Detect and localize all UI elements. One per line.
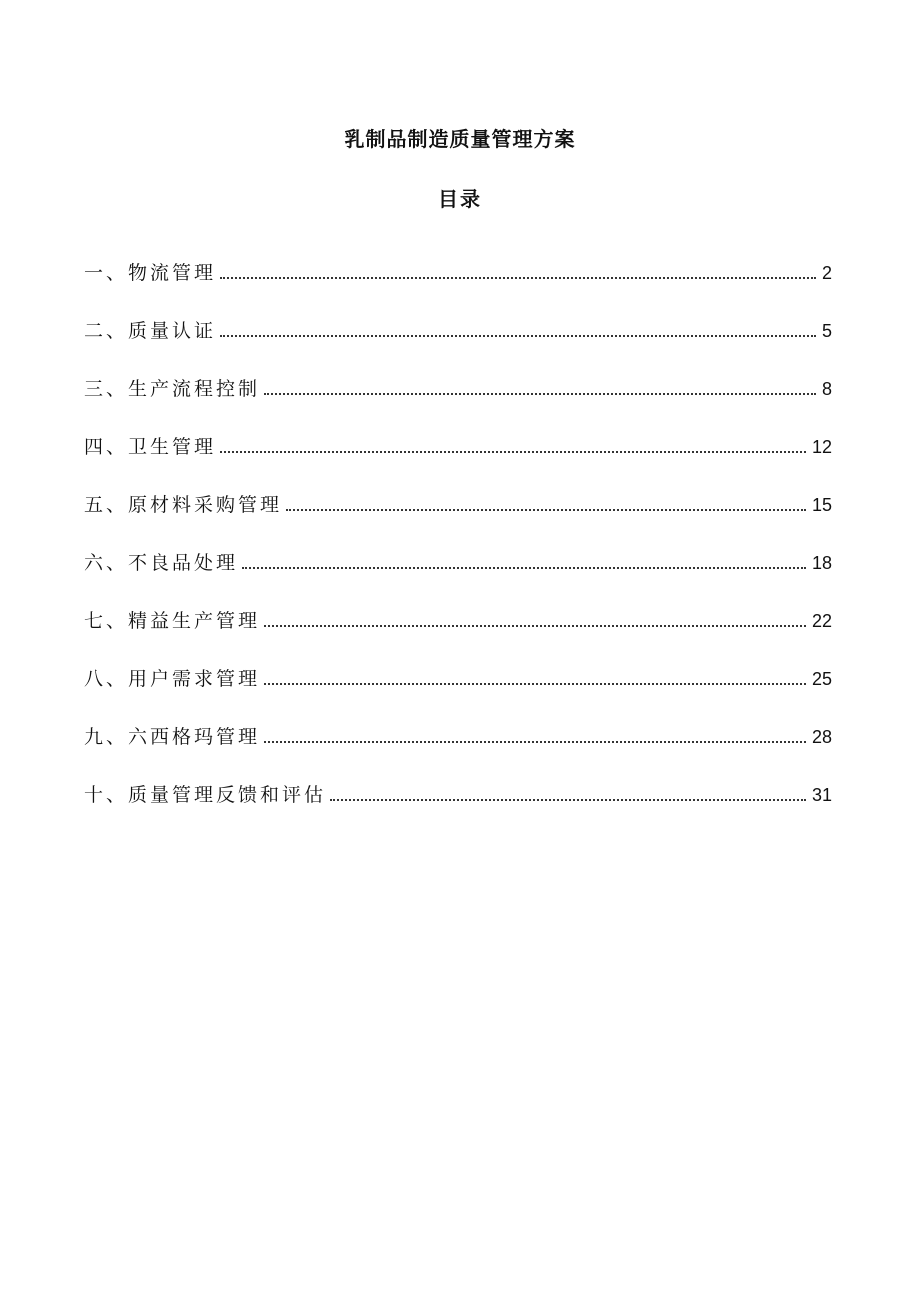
document-title: 乳制品制造质量管理方案 bbox=[344, 127, 576, 151]
toc-entry-1[interactable] bbox=[84, 244, 832, 302]
toc-dot-leader bbox=[286, 509, 806, 511]
toc-entry-5[interactable] bbox=[84, 476, 832, 534]
toc-entry-page: 31 bbox=[811, 785, 832, 805]
toc-entry-page: 18 bbox=[811, 553, 832, 573]
toc-entry-label: 三、生产流程控制 bbox=[84, 378, 261, 400]
toc-dot-leader bbox=[264, 741, 806, 743]
toc-entry-label: 七、精益生产管理 bbox=[84, 610, 261, 632]
toc-entry-3[interactable] bbox=[84, 360, 832, 418]
toc-entry-page: 15 bbox=[811, 495, 832, 515]
toc-entry-page: 25 bbox=[811, 669, 832, 689]
toc-dot-leader bbox=[242, 567, 806, 569]
toc-entry-9[interactable] bbox=[84, 708, 832, 766]
toc-entry-8[interactable] bbox=[84, 650, 832, 708]
toc-entry-4[interactable] bbox=[84, 418, 832, 476]
toc-entry-page: 8 bbox=[821, 379, 832, 399]
toc-dot-leader bbox=[264, 393, 816, 395]
toc-dot-leader bbox=[264, 625, 806, 627]
toc-entry-page: 12 bbox=[811, 437, 832, 457]
toc-entry-label: 四、卫生管理 bbox=[84, 436, 217, 458]
toc-entry-label: 五、原材料采购管理 bbox=[84, 494, 283, 516]
toc-dot-leader bbox=[264, 683, 806, 685]
toc-entry-label: 九、六西格玛管理 bbox=[84, 726, 261, 748]
toc-entry-page: 22 bbox=[811, 611, 832, 631]
toc-dot-leader bbox=[220, 277, 816, 279]
toc-dot-leader bbox=[220, 335, 816, 337]
toc-entry-10[interactable] bbox=[84, 766, 832, 824]
toc-entry-6[interactable] bbox=[84, 534, 832, 592]
toc-entry-label: 二、质量认证 bbox=[84, 320, 217, 342]
toc-entry-page: 5 bbox=[821, 321, 832, 341]
table-of-contents bbox=[84, 244, 832, 824]
toc-dot-leader bbox=[220, 451, 806, 453]
toc-heading: 目录 bbox=[438, 187, 482, 211]
toc-entry-label: 六、不良品处理 bbox=[84, 552, 239, 574]
toc-entry-label: 一、物流管理 bbox=[84, 262, 217, 284]
toc-entry-2[interactable] bbox=[84, 302, 832, 360]
toc-entry-page: 2 bbox=[821, 263, 832, 283]
toc-dot-leader bbox=[330, 799, 806, 801]
toc-entry-7[interactable] bbox=[84, 592, 832, 650]
toc-entry-label: 八、用户需求管理 bbox=[84, 668, 261, 690]
toc-entry-label: 十、质量管理反馈和评估 bbox=[84, 784, 327, 806]
toc-entry-page: 28 bbox=[811, 727, 832, 747]
